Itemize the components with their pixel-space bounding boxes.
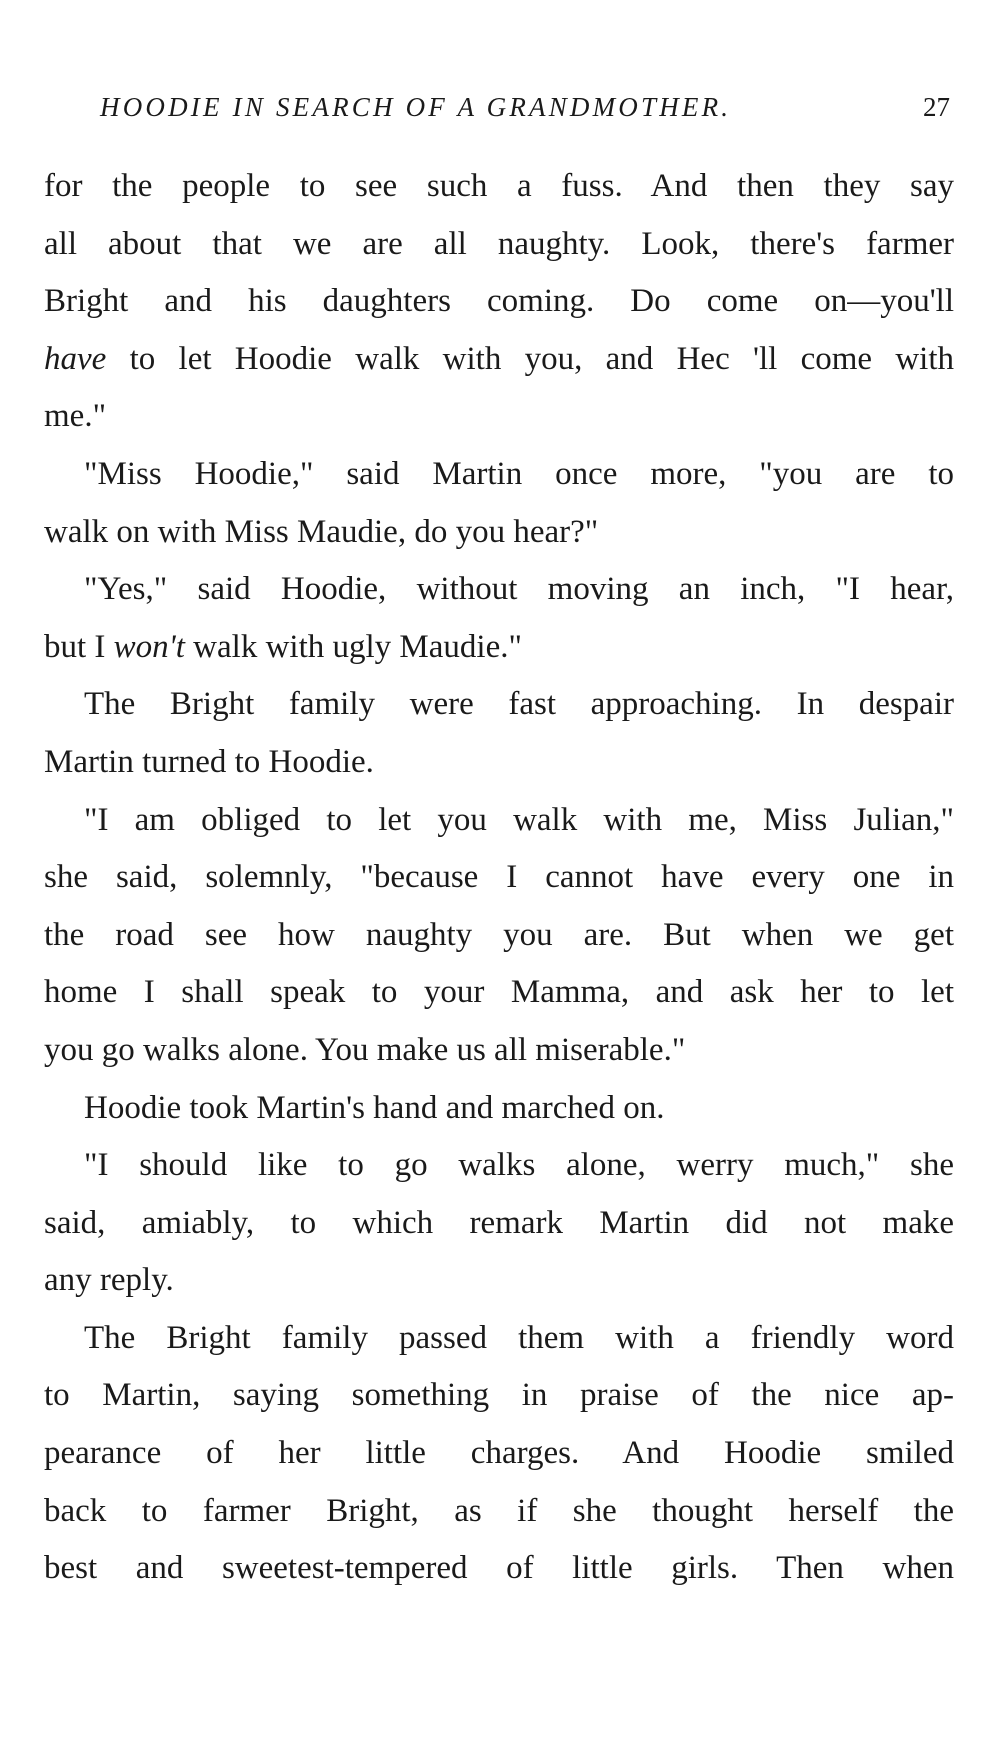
text-line: best and sweetest-tempered of little girls. Then when <box>44 1550 954 1587</box>
running-title: HOODIE IN SEARCH OF A GRANDMOTHER. <box>100 92 732 122</box>
text-line: the road see how naughty you are. But when we get <box>44 916 954 953</box>
body-text <box>44 158 954 1598</box>
text-line <box>44 619 954 677</box>
paragraph-first-line: "I should like to go walks alone, werry much," she <box>84 1147 954 1184</box>
text-line: Martin turned to Hoodie. <box>44 743 374 780</box>
page-number: 27 <box>923 92 950 122</box>
text-run: walk with ugly Maudie." <box>184 628 522 665</box>
text-run: to let Hoodie walk with you, and Hec 'll come with <box>106 340 954 377</box>
paragraph-first-line: "I am obliged to let you walk with me, Miss Julian," <box>84 801 954 838</box>
text-line: walk on with Miss Maudie, do you hear?" <box>44 513 599 550</box>
running-head <box>100 92 950 132</box>
emphasis-text: have <box>44 340 107 377</box>
text-line: any reply. <box>44 1262 174 1299</box>
text-line: said, amiably, to which remark Martin did not make <box>44 1204 954 1241</box>
text-run: but I <box>44 628 114 665</box>
text-line: home I shall speak to your Mamma, and ask her to let <box>44 974 954 1011</box>
paragraph-first-line: The Bright family were fast approaching. In despair <box>84 686 954 723</box>
text-line: to Martin, saying something in praise of the nice ap- <box>44 1377 954 1414</box>
text-line: she said, solemnly, "because I cannot have every one in <box>44 859 954 896</box>
paragraph-first-line: Hoodie took Martin's hand and marched on. <box>84 1089 665 1126</box>
text-line: Bright and his daughters coming. Do come on—you'll <box>44 283 954 320</box>
text-line <box>44 331 954 389</box>
paragraph-first-line: "Miss Hoodie," said Martin once more, "you are to <box>84 455 954 492</box>
paragraph-first-line: "Yes," said Hoodie, without moving an inch, "I hear, <box>84 571 954 608</box>
text-line: back to farmer Bright, as if she thought herself the <box>44 1492 954 1529</box>
paragraph-first-line: The Bright family passed them with a friendly word <box>84 1319 954 1356</box>
text-line: for the people to see such a fuss. And then they say <box>44 168 954 204</box>
text-line: me." <box>44 398 107 435</box>
emphasis-text: won't <box>113 628 185 665</box>
text-line: pearance of her little charges. And Hoodie smiled <box>44 1435 954 1472</box>
text-line: you go walks alone. You make us all miserable." <box>44 1031 686 1068</box>
text-line: all about that we are all naughty. Look, there's farmer <box>44 225 954 262</box>
